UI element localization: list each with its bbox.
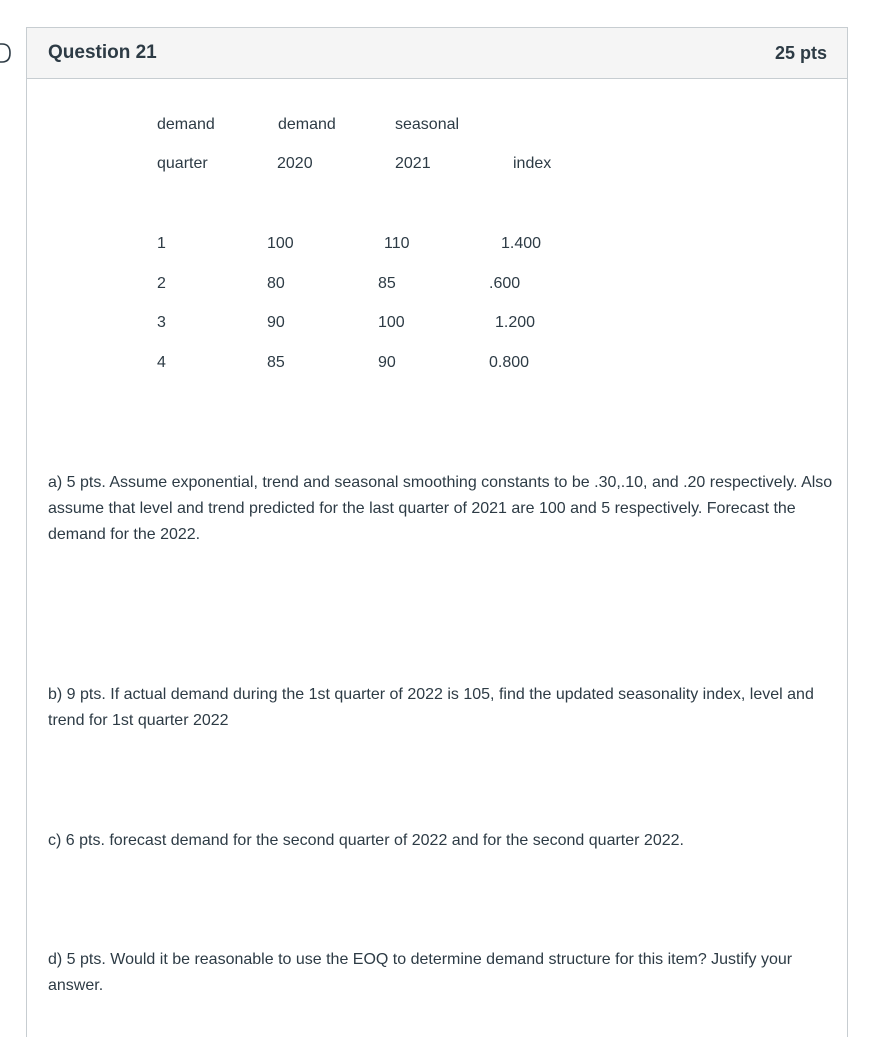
table-cell: 1.400 bbox=[501, 235, 542, 252]
table-cell: 2 bbox=[157, 275, 166, 292]
question-part-a: a) 5 pts. Assume exponential, trend and seasonal smoothing constants to be .30,.10, and .20 respectively. Also assume that level and trend predicted for the last quarter of 2021 are 100 and 5 respectively. Forecast the demand for the 2022. bbox=[48, 474, 833, 543]
table-header-cell: quarter bbox=[157, 155, 208, 172]
question-part-c: c) 6 pts. forecast demand for the second quarter of 2022 and for the second quarter 2022. bbox=[48, 832, 684, 849]
table-cell: 110 bbox=[384, 235, 410, 252]
table-cell: 100 bbox=[267, 235, 294, 252]
table-header-cell: seasonal bbox=[395, 116, 460, 133]
table-cell: 90 bbox=[378, 354, 396, 371]
table-cell: 0.800 bbox=[489, 354, 530, 371]
question-title: Question 21 bbox=[48, 42, 157, 63]
table-cell: 85 bbox=[378, 275, 396, 292]
table-cell: 4 bbox=[157, 354, 166, 371]
table-cell: 100 bbox=[378, 314, 405, 331]
table-cell: 1 bbox=[157, 235, 166, 252]
table-header-cell: 2021 bbox=[395, 155, 431, 172]
table-header-cell: index bbox=[513, 155, 552, 172]
question-header bbox=[27, 28, 847, 79]
question-part-b: b) 9 pts. If actual demand during the 1st quarter of 2022 is 105, find the updated seasonality index, level and trend for 1st quarter 2022 bbox=[48, 686, 814, 729]
table-cell: 80 bbox=[267, 275, 285, 292]
table-header-cell: demand bbox=[157, 116, 215, 133]
question-part-d: d) 5 pts. Would it be reasonable to use the EOQ to determine demand structure for this item? Justify your answer. bbox=[48, 951, 793, 994]
table-cell: .600 bbox=[489, 275, 521, 292]
question-points: 25 pts bbox=[774, 43, 827, 63]
table-header-cell: 2020 bbox=[277, 155, 313, 172]
question-flag-icon[interactable] bbox=[0, 42, 12, 64]
table-cell: 90 bbox=[267, 314, 285, 331]
table-header-cell: demand bbox=[278, 116, 336, 133]
table-cell: 85 bbox=[267, 354, 285, 371]
table-cell: 3 bbox=[157, 314, 166, 331]
table-cell: 1.200 bbox=[495, 314, 536, 331]
